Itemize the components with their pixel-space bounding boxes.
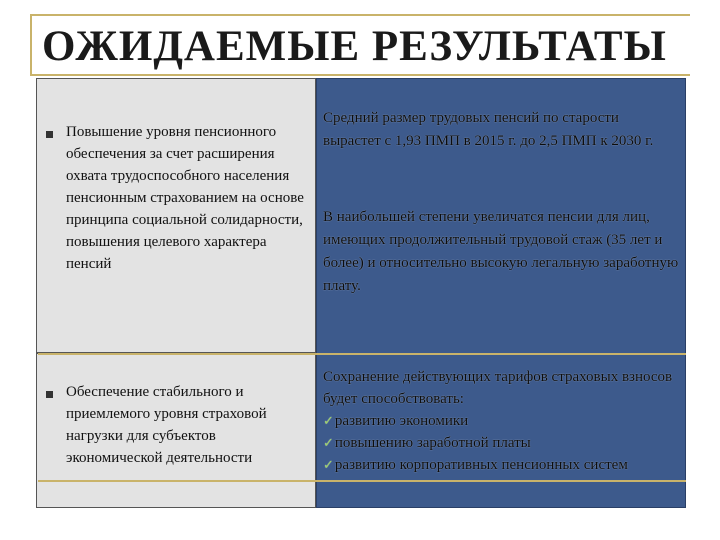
row-divider (38, 480, 686, 482)
square-bullet-icon (46, 131, 53, 138)
page-title: ОЖИДАЕМЫЕ РЕЗУЛЬТАТЫ (42, 23, 667, 70)
list-item (323, 410, 679, 432)
right-text-2-intro: Сохранение действующих тарифов страховых взносов будет способствовать: (323, 369, 673, 407)
checkmark-icon: ✓ (323, 457, 334, 472)
list-item (323, 432, 679, 454)
checkmark-icon: ✓ (323, 435, 334, 450)
list-item-label: развитию экономики (334, 413, 469, 429)
checkmark-icon: ✓ (323, 413, 334, 428)
results-table (36, 78, 686, 508)
left-cell-2 (36, 353, 316, 508)
square-bullet-icon (46, 391, 53, 398)
title-underline (30, 74, 690, 76)
top-rule-horizontal (30, 14, 690, 16)
right-text-1a: Средний размер трудовых пенсий по старости вырастет с 1,93 ПМП в 2015 г. до 2,5 ПМП к 2030 г. (323, 110, 654, 149)
left-text-1: Повышение уровня пенсионного обеспечения за счет расширения охвата трудоспособного населения пенсионным страхованием на основе принципа социальной солидарности, повышения целевого характера пенсий (66, 124, 304, 272)
list-item-label: развитию корпоративных пенсионных систем (334, 457, 628, 473)
row-divider (38, 353, 686, 355)
left-cell-1 (36, 78, 316, 353)
left-text-2: Обеспечение стабильного и приемлемого уровня страховой нагрузки для субъектов экономической деятельности (66, 384, 267, 466)
right-block-2 (323, 366, 679, 476)
right-panel (316, 78, 686, 508)
top-rule-vertical (30, 14, 32, 74)
list-item-label: повышению заработной платы (334, 435, 531, 451)
right-text-1b: В наибольшей степени увеличатся пенсии для лиц, имеющих продолжительный трудовой стаж (35 лет и более) и относительно высокую легальную заработную плату. (323, 209, 679, 294)
list-item (323, 454, 679, 476)
